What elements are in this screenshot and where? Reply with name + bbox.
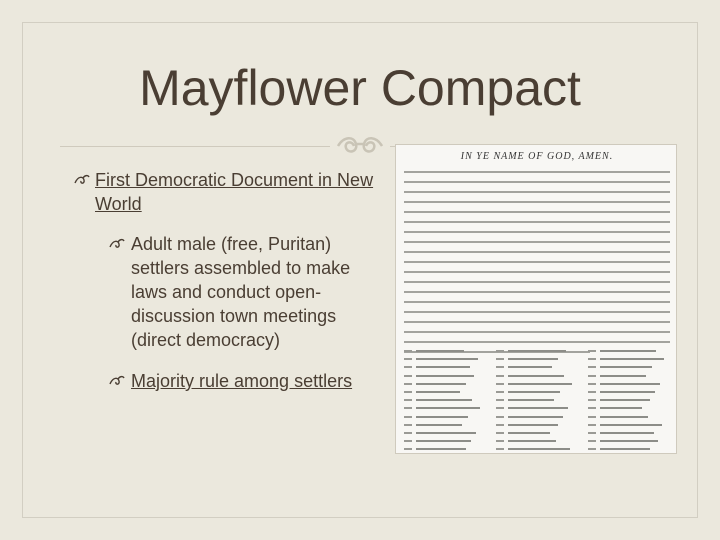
bullet-item: [74, 168, 374, 216]
mayflower-compact-document-image: [395, 144, 677, 454]
bullet-text: Adult male (free, Puritan) settlers assembled to make laws and conduct open-discussion town meetings (direct democracy): [131, 234, 351, 350]
signature-column: [588, 350, 670, 454]
bullet-flourish-icon: [109, 236, 125, 252]
bullet-list: [74, 168, 374, 393]
bullet-text: First Democratic Document in New World: [95, 170, 374, 214]
signature-column: [496, 350, 578, 454]
document-heading: IN YE NAME OF GOD, AMEN.: [460, 151, 614, 162]
bullet-text: Majority rule among settlers: [131, 371, 353, 391]
bullet-item: [74, 369, 374, 393]
title-divider-flourish-icon: [330, 130, 390, 158]
signature-column: [404, 350, 486, 454]
bullet-flourish-icon: [109, 373, 125, 389]
bullet-item: [74, 232, 374, 352]
slide-title: Mayflower Compact: [139, 60, 581, 116]
document-text-block: [404, 171, 670, 361]
bullet-flourish-icon: [74, 172, 90, 188]
